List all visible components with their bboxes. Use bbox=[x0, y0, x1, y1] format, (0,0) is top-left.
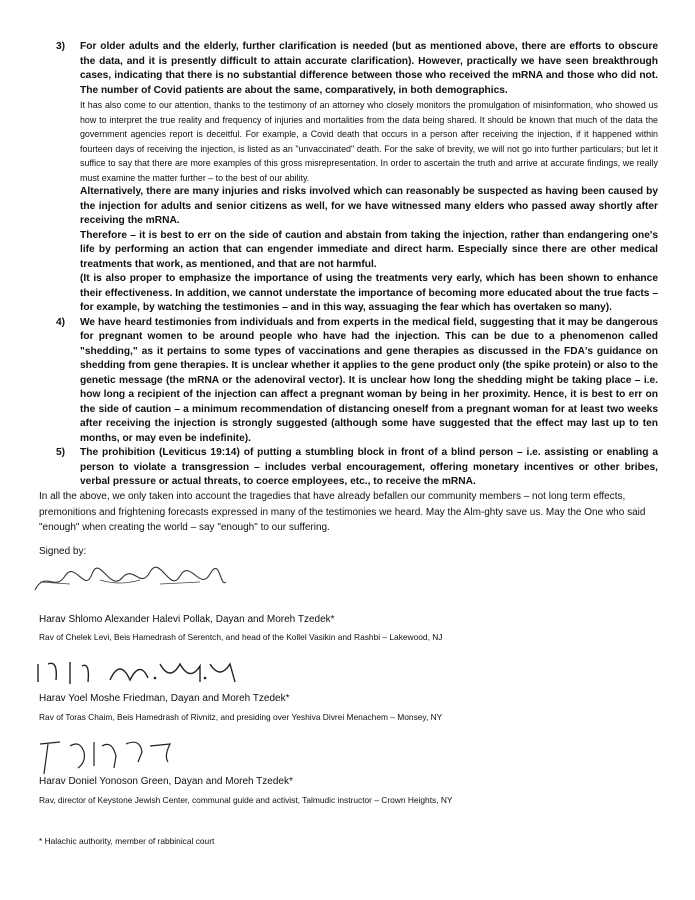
item-3-paragraph-2: It has also come to our attention, thanks to the testimony of an attorney who closely monitors the promulgation of misinformation, who showed us how to interpret the true reality and frequency of injuries and mortalities from the data being shared. It should be known that much of the data the government agencies report is deceitful. For example, a Covid death that occurs in a person after receiving the injection, if it happened within fourteen days of receiving the injection, is listed as an "unvaccinated" death. For the sake of brevity, we will not go into further particulars; but let it suffice to say that there are more examples of this gross misrepresentation. In order to ascertain the truth and arrive at accurate findings, we really must examine the matter further – to the best of our ability. bbox=[80, 100, 658, 183]
signatory-3-title: Rav, director of Keystone Jewish Center, communal guide and activist, Talmudic instructor – Crown Heights, NY bbox=[39, 795, 453, 805]
closing-paragraph: In all the above, we only taken into account the tragedies that have already befallen our community members – not long term effects, premonitions and frightening forecasts expressed in many of the testimonies we heard. May the Alm-ghty save us. May the One who said "enough" when creating the world – say "enough" to our suffering. bbox=[39, 491, 646, 533]
signature-3 bbox=[30, 732, 180, 776]
item-3-paragraph-1: For older adults and the elderly, further clarification is needed (but as mentioned above, there are efforts to obscure the data, and it is presently difficult to attain accurate clarification). However, practically we have seen breakthrough cases, indicating that there is no substantial difference between those who received the mRNA and those who did not. The number of Covid patients are about the same, comparatively, in both demographics. bbox=[80, 41, 658, 96]
signed-by-label: Signed by: bbox=[39, 546, 87, 557]
list-item-3 bbox=[56, 40, 658, 316]
numbered-list bbox=[56, 40, 658, 490]
item-number: 3) bbox=[56, 41, 66, 52]
signatory-3-name: Harav Doniel Yonoson Green, Dayan and Moreh Tzedek* bbox=[39, 776, 293, 787]
list-item-4 bbox=[56, 316, 658, 447]
item-3-paragraph-3: Alternatively, there are many injuries and risks involved which can reasonably be suspected as having been caused by the injection for adults and senior citizens as well, for we have witnessed many elders who passed away shortly after receiving the mRNA. bbox=[80, 186, 658, 226]
signatory-2-title: Rav of Toras Chaim, Beis Hamedrash of Rivnitz, and presiding over Yeshiva Divrei Menachem – Monsey, NY bbox=[39, 712, 443, 722]
item-3-paragraph-5: (It is also proper to emphasize the importance of using the treatments very early, which has been shown to enhance their effectiveness. In addition, we cannot understate the importance of becoming more educated about the true facts – for example, by watching the testimonies – and in this way, assuaging the fear which has overtaken so many). bbox=[80, 273, 658, 313]
item-3-paragraph-4: Therefore – it is best to err on the side of caution and abstain from taking the injection, rather than endangering one's life by performing an action that can engender immediate and direct harm. Especially since there are other medical treatments that work, as mentioned, and that are not harmful. bbox=[80, 229, 658, 270]
footnote: * Halachic authority, member of rabbinical court bbox=[39, 836, 215, 846]
list-item-5 bbox=[56, 446, 658, 490]
signatory-1-name: Harav Shlomo Alexander Halevi Pollak, Dayan and Moreh Tzedek* bbox=[39, 614, 335, 625]
item-number: 4) bbox=[56, 316, 66, 328]
signature-2 bbox=[30, 652, 250, 692]
item-5-paragraph-1: The prohibition (Leviticus 19:14) of putting a stumbling block in front of a blind person – i.e. assisting or enabling a person to violate a transgression – includes verbal encouragement, offering monetary incentives or other bribes, verbal pressure or actual threats, to coerce employees, etc., to receive the mRNA. bbox=[80, 447, 658, 487]
item-number: 5) bbox=[56, 447, 66, 458]
signatory-1-title: Rav of Chelek Levi, Beis Hamedrash of Serentch, and head of the Kollel Vasikin and Rashbi – Lakewood, NJ bbox=[39, 632, 443, 642]
item-4-paragraph-1: We have heard testimonies from individuals and from experts in the medical field, suggesting that it may be dangerous for pregnant women to be around people who have had the injection. This can be due to a phenomenon called "shedding," as it pertains to some types of vaccinations and gene therapies as discussed in the FDA's guidance on shedding from gene therapies. It is unclear whether it applies to the gene product only (the spike protein) or also to the genetic message (the mRNA or the adenoviral vector). It is unclear how long the shedding might be taking place – i.e. how long a recipient of the injection can affect a pregnant woman by being in her proximity. Hence, it is best to err on the side of caution – a minimum recommendation of distancing oneself from a pregnant woman for at least two weeks after receiving the injection is strongly suggested (although some have suggested that the effect may last up to ten months, or may even be indefinite). bbox=[80, 316, 658, 444]
signature-1 bbox=[30, 562, 230, 602]
signatory-2-name: Harav Yoel Moshe Friedman, Dayan and Moreh Tzedek* bbox=[39, 693, 290, 704]
